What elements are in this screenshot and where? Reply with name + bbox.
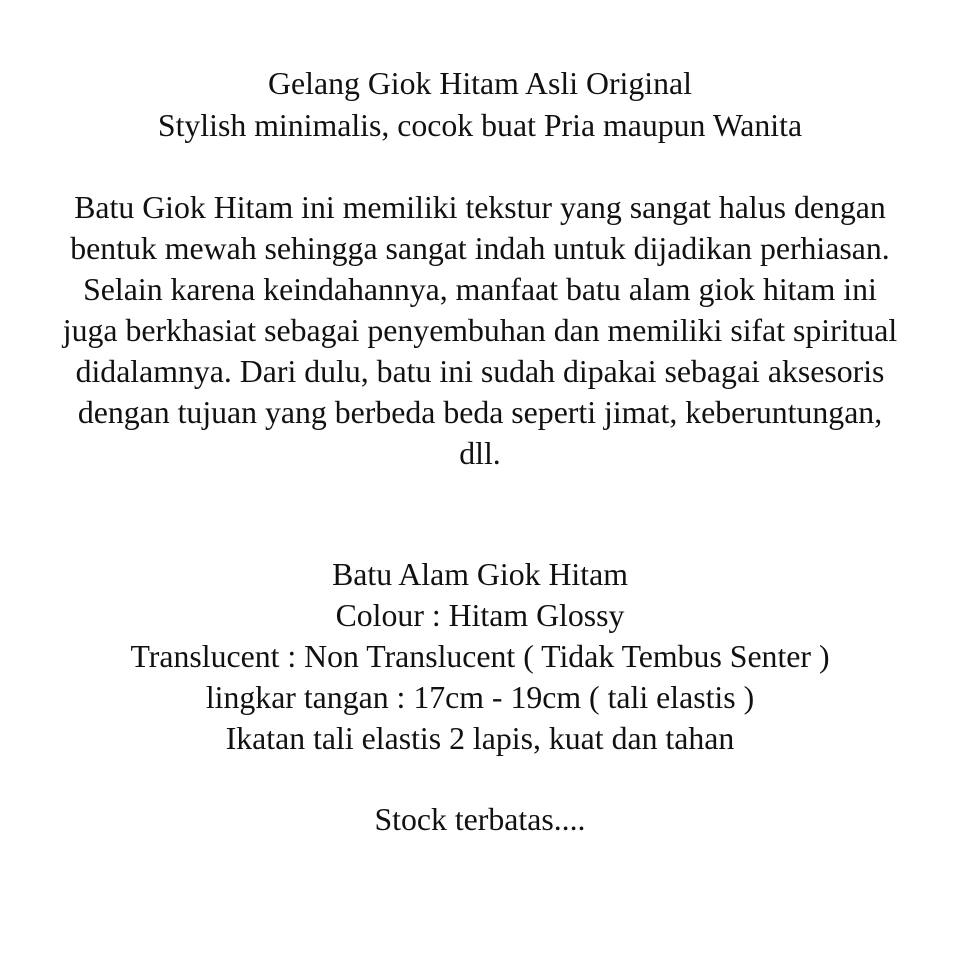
product-subtitle: Stylish minimalis, cocok buat Pria maupun Wanita bbox=[157, 108, 803, 143]
description-line-2: bentuk mewah sehingga sangat indah untuk dijadikan perhiasan. bbox=[70, 231, 890, 266]
product-title: Gelang Giok Hitam Asli Original bbox=[268, 66, 692, 101]
description-line-5: didalamnya. Dari dulu, batu ini sudah dipakai sebagai aksesoris bbox=[75, 354, 885, 389]
description-line-6: dengan tujuan yang berbeda beda seperti jimat, keberuntungan, bbox=[77, 395, 883, 430]
description-line-7: dll. bbox=[459, 436, 501, 471]
spec-stone-type: Batu Alam Giok Hitam bbox=[332, 557, 628, 592]
spec-wrist-size: lingkar tangan : 17cm - 19cm ( tali elastis ) bbox=[205, 680, 755, 715]
description-line-4: juga berkhasiat sebagai penyembuhan dan memiliki sifat spiritual bbox=[62, 313, 898, 348]
stock-note: Stock terbatas.... bbox=[374, 802, 586, 837]
spec-elastic-binding: Ikatan tali elastis 2 lapis, kuat dan tahan bbox=[225, 721, 735, 756]
description-line-1: Batu Giok Hitam ini memiliki tekstur yang sangat halus dengan bbox=[74, 190, 886, 225]
description-line-3: Selain karena keindahannya, manfaat batu alam giok hitam ini bbox=[83, 272, 877, 307]
spec-colour: Colour : Hitam Glossy bbox=[335, 598, 625, 633]
spec-translucent: Translucent : Non Translucent ( Tidak Tembus Senter ) bbox=[130, 639, 830, 674]
